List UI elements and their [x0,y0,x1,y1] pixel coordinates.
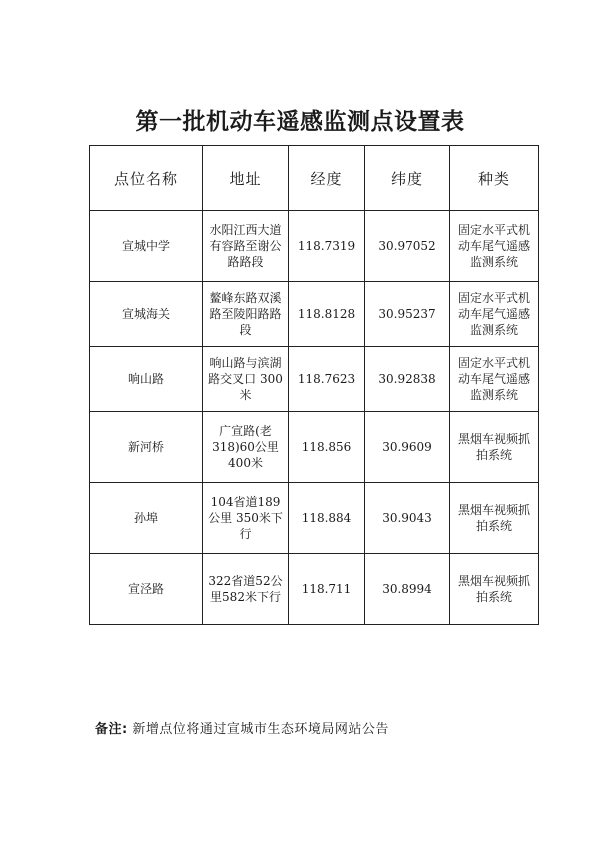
table-header-row [90,146,539,211]
table-row [90,211,539,282]
cell-point-name: 新河桥 [90,412,203,483]
monitoring-points-table [89,145,539,625]
note-label: 备注: [95,722,128,737]
cell-address: 广宣路(老318)60公里400米 [203,412,289,483]
cell-latitude: 30.97052 [365,211,450,282]
cell-point-name: 孙埠 [90,483,203,554]
cell-point-name: 响山路 [90,347,203,412]
cell-address: 104省道189公里 350米下行 [203,483,289,554]
cell-longitude: 118.7623 [289,347,365,412]
cell-longitude: 118.884 [289,483,365,554]
cell-latitude: 30.9609 [365,412,450,483]
cell-type: 固定水平式机动车尾气遥感监测系统 [450,282,539,347]
cell-point-name: 宣城海关 [90,282,203,347]
cell-longitude: 118.711 [289,554,365,625]
header-point-name: 点位名称 [90,146,203,211]
note-text: 新增点位将通过宣城市生态环境局网站公告 [132,722,389,737]
cell-type: 固定水平式机动车尾气遥感监测系统 [450,211,539,282]
header-address: 地址 [203,146,289,211]
table-row [90,412,539,483]
cell-longitude: 118.8128 [289,282,365,347]
page-title: 第一批机动车遥感监测点设置表 [135,109,465,135]
header-longitude: 经度 [289,146,365,211]
cell-type: 固定水平式机动车尾气遥感监测系统 [450,347,539,412]
cell-latitude: 30.8994 [365,554,450,625]
cell-address: 水阳江西大道有容路至谢公路路段 [203,211,289,282]
cell-latitude: 30.92838 [365,347,450,412]
cell-type: 黑烟车视频抓拍系统 [450,483,539,554]
cell-latitude: 30.95237 [365,282,450,347]
header-latitude: 纬度 [365,146,450,211]
cell-address: 322省道52公里582米下行 [203,554,289,625]
table-row [90,282,539,347]
cell-longitude: 118.7319 [289,211,365,282]
cell-type: 黑烟车视频抓拍系统 [450,554,539,625]
header-type: 种类 [450,146,539,211]
footnote [95,718,389,737]
cell-address: 响山路与滨湖路交叉口 300米 [203,347,289,412]
cell-point-name: 宣泾路 [90,554,203,625]
table-row [90,347,539,412]
cell-point-name: 宣城中学 [90,211,203,282]
cell-address: 鳌峰东路双溪路至陵阳路路段 [203,282,289,347]
cell-longitude: 118.856 [289,412,365,483]
table-row [90,554,539,625]
cell-type: 黑烟车视频抓拍系统 [450,412,539,483]
table-row [90,483,539,554]
cell-latitude: 30.9043 [365,483,450,554]
